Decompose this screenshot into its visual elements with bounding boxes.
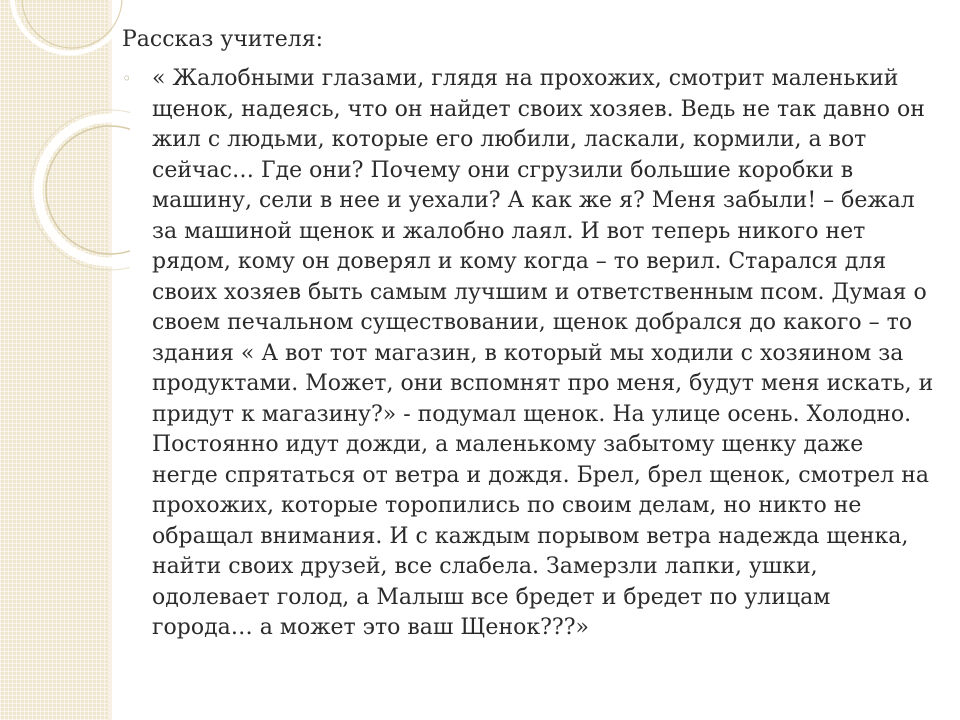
story-paragraph: [122, 64, 934, 644]
story-text: « Жалобными глазами, глядя на прохожих, смотрит маленький щенок, надеясь, что он найдет своих хозяев. Ведь не так давно он жил с людьми, которые его любили, ласкали, кормили, а вот сейчас… Где они? Почему они сгрузили большие коробки в машину, сели в нее и уехали? А как же я? Меня забыли! – бежал за машиной щенок и жалобно лаял. И вот теперь никого нет рядом, кому он доверял и кому когда – то верил. Старался для своих хозяев быть самым лучшим и ответственным псом. Думая о своем печальном существовании, щенок добрался до какого – то здания « А вот тот магазин, в который мы ходили с хозяином за продуктами. Может, они вспомнят про меня, будут меня искать, и придут к магазину?» - подумал щенок. На улице осень. Холодно. Постоянно идут дожди, а маленькому забытому щенку даже негде спрятаться от ветра и дождя. Брел, брел щенок, смотрел на прохожих, которые торопились по своим делам, но никто не обращал внимания. И с каждым порывом ветра надежда щенка, найти своих друзей, все слабела. Замерзли лапки, ушки, одолевает голод, а Малыш все бредет и бредет по улицам города… а может это ваш Щенок???»: [152, 66, 934, 640]
circle-bullet-icon: ◦: [122, 69, 132, 88]
slide-title: Рассказ учителя:: [122, 27, 324, 52]
slide-content: [122, 26, 934, 644]
decorative-rings-icon: [0, 0, 130, 330]
